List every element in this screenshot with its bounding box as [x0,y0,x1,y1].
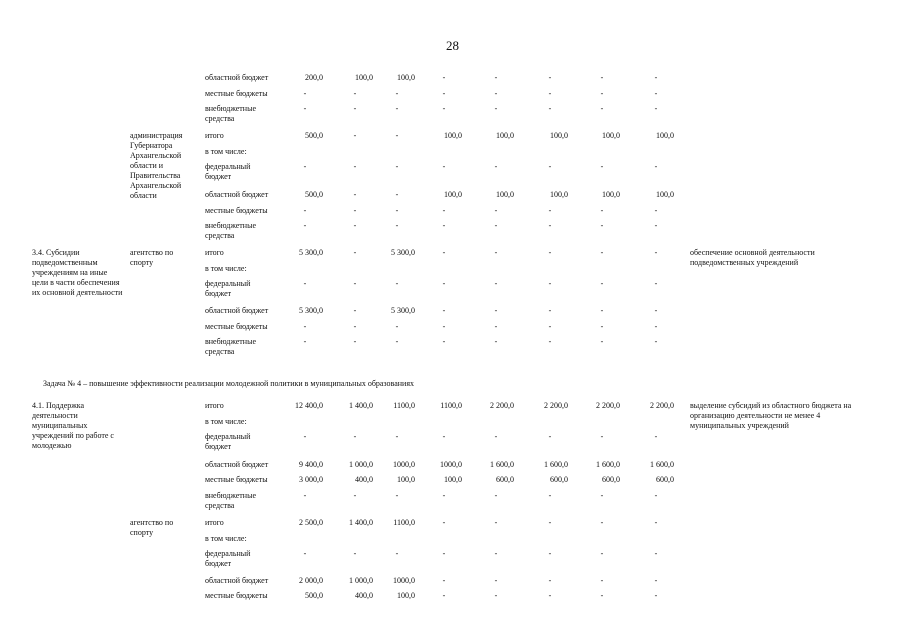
value-cell: - [654,322,658,331]
value-cell: - [395,131,399,140]
value-cell: - [600,221,604,230]
value-cell: - [494,337,498,346]
budget-label: областной бюджет [205,73,269,82]
value-cell: 400,0 [355,591,373,600]
value-cell: - [494,491,498,500]
value-cell: - [442,576,446,585]
value-cell: - [353,104,357,113]
value-cell: - [442,248,446,257]
value-cell: - [494,73,498,82]
value-cell: - [548,576,552,585]
value-cell: - [442,73,446,82]
value-cell: - [395,206,399,215]
value-cell: 600,0 [496,475,514,484]
value-cell: - [395,89,399,98]
value-cell: 5 300,0 [391,306,415,315]
value-cell: - [442,549,446,558]
value-cell: - [654,491,658,500]
value-cell: 1000,0 [440,460,462,469]
value-cell: 3 000,0 [299,475,323,484]
value-cell: - [548,89,552,98]
value-cell: - [353,248,357,257]
value-cell: - [548,221,552,230]
value-cell: 200,0 [305,73,323,82]
value-cell: 1 600,0 [596,460,620,469]
value-cell: 1 000,0 [349,460,373,469]
value-cell: - [353,131,357,140]
executor-sport-1: агентство по спорту [130,248,174,267]
value-cell: 1 400,0 [349,518,373,527]
value-cell: - [303,432,307,441]
value-cell: - [654,206,658,215]
budget-label: итого [205,131,224,140]
value-cell: 1 600,0 [490,460,514,469]
value-cell: 100,0 [602,131,620,140]
budget-label: местные бюджеты [205,206,268,215]
budget-label: местные бюджеты [205,322,268,331]
task-4-heading: Задача № 4 – повышение эффективности реализации молодежной политики в муниципальных образованиях [43,379,415,388]
value-cell: - [654,591,658,600]
value-cell: - [654,221,658,230]
value-cell: - [353,206,357,215]
value-cell: - [548,73,552,82]
value-cell: 1 600,0 [544,460,568,469]
value-cell: - [442,104,446,113]
value-cell: 1000,0 [393,460,415,469]
value-cell: 500,0 [305,190,323,199]
value-cell: 100,0 [496,131,514,140]
value-cell: - [353,162,357,171]
value-cell: 600,0 [550,475,568,484]
value-cell: - [600,432,604,441]
value-cell: 100,0 [602,190,620,199]
value-cell: - [303,337,307,346]
budget-label: итого [205,248,224,257]
value-cell: - [442,306,446,315]
value-cell: - [654,337,658,346]
value-cell: - [548,518,552,527]
value-cell: - [600,549,604,558]
value-cell: 1000,0 [393,576,415,585]
budget-label: федеральный бюджет [205,162,251,181]
value-cell: - [303,162,307,171]
value-cell: - [442,206,446,215]
value-cell: - [600,89,604,98]
budget-label: местные бюджеты [205,475,268,484]
value-cell: - [494,89,498,98]
value-cell: - [600,248,604,257]
value-cell: - [600,306,604,315]
value-cell: - [600,337,604,346]
value-cell: - [548,206,552,215]
value-cell: 100,0 [355,73,373,82]
value-cell: 1 400,0 [349,401,373,410]
value-cell: - [442,279,446,288]
value-cell: - [494,248,498,257]
value-cell: 9 400,0 [299,460,323,469]
value-cell: - [353,491,357,500]
budget-label: в том числе: [205,534,247,543]
value-cell: 100,0 [397,591,415,600]
executor-admin: администрация Губернатора Архангельской области и Правительства Архангельской области [130,131,183,200]
value-cell: - [442,518,446,527]
value-cell: 12 400,0 [295,401,323,410]
value-cell: - [548,322,552,331]
value-cell: - [442,491,446,500]
result-3-4: обеспечение основной деятельности подведомственных учреждений [690,248,815,267]
value-cell: - [395,162,399,171]
value-cell: 100,0 [444,475,462,484]
value-cell: - [494,206,498,215]
value-cell: - [353,549,357,558]
budget-label: областной бюджет [205,576,269,585]
value-cell: 500,0 [305,591,323,600]
budget-label: итого [205,518,224,527]
value-cell: - [494,518,498,527]
budget-label: внебюджетные средства [205,491,256,510]
value-cell: - [548,337,552,346]
value-cell: - [494,576,498,585]
value-cell: - [654,89,658,98]
value-cell: - [442,432,446,441]
value-cell: 2 200,0 [596,401,620,410]
budget-label: итого [205,401,224,410]
value-cell: 1100,0 [393,401,415,410]
value-cell: - [395,190,399,199]
value-cell: 100,0 [397,73,415,82]
value-cell: 1 000,0 [349,576,373,585]
value-cell: - [548,491,552,500]
value-cell: - [494,306,498,315]
value-cell: 100,0 [656,190,674,199]
value-cell: - [600,206,604,215]
measure-4-1: 4.1. Поддержка деятельности муниципальных учреждений по работе с молодежью [32,401,114,450]
value-cell: 2 200,0 [544,401,568,410]
budget-label: федеральный бюджет [205,549,251,568]
measure-3-4: 3.4. Субсидии подведомственным учреждениям на иные цели в части обеспечения их основной деятельности [32,248,123,297]
value-cell: - [654,549,658,558]
value-cell: 100,0 [550,190,568,199]
value-cell: - [494,432,498,441]
value-cell: 5 300,0 [391,248,415,257]
value-cell: 100,0 [656,131,674,140]
value-cell: 2 200,0 [650,401,674,410]
value-cell: - [353,337,357,346]
value-cell: - [494,322,498,331]
value-cell: - [303,279,307,288]
value-cell: - [654,518,658,527]
value-cell: - [600,279,604,288]
value-cell: 1100,0 [440,401,462,410]
value-cell: - [395,104,399,113]
value-cell: - [600,591,604,600]
value-cell: - [442,162,446,171]
value-cell: 100,0 [496,190,514,199]
value-cell: 600,0 [656,475,674,484]
value-cell: - [303,206,307,215]
value-cell: - [395,549,399,558]
value-cell: - [654,162,658,171]
result-4-1: выделение субсидий из областного бюджета на организацию деятельности не менее 4 муниципальных учреждений [690,401,852,430]
budget-label: местные бюджеты [205,89,268,98]
value-cell: - [395,322,399,331]
value-cell: - [494,162,498,171]
value-cell: - [654,432,658,441]
value-cell: - [303,104,307,113]
value-cell: - [353,89,357,98]
value-cell: - [303,89,307,98]
value-cell: - [494,104,498,113]
value-cell: - [395,221,399,230]
value-cell: 600,0 [602,475,620,484]
value-cell: - [353,279,357,288]
value-cell: - [548,162,552,171]
value-cell: - [442,89,446,98]
value-cell: - [442,322,446,331]
value-cell: - [654,104,658,113]
value-cell: 2 000,0 [299,576,323,585]
budget-label: внебюджетные средства [205,104,256,123]
budget-label: областной бюджет [205,306,269,315]
value-cell: - [548,432,552,441]
value-cell: - [548,591,552,600]
budget-label: внебюджетные средства [205,337,256,356]
value-cell: - [442,337,446,346]
value-cell: - [303,221,307,230]
page-number: 28 [446,38,459,53]
value-cell: 5 300,0 [299,248,323,257]
value-cell: 100,0 [550,131,568,140]
value-cell: - [600,491,604,500]
value-cell: - [442,221,446,230]
budget-label: внебюджетные средства [205,221,256,240]
value-cell: - [600,322,604,331]
value-cell: - [303,549,307,558]
value-cell: - [548,248,552,257]
value-cell: - [353,190,357,199]
value-cell: - [654,73,658,82]
value-cell: - [600,576,604,585]
value-cell: - [654,248,658,257]
value-cell: - [600,104,604,113]
value-cell: 500,0 [305,131,323,140]
value-cell: - [548,104,552,113]
executor-sport-2: агентство по спорту [130,518,174,537]
value-cell: - [353,221,357,230]
value-cell: - [548,279,552,288]
value-cell: - [353,432,357,441]
value-cell: - [303,491,307,500]
value-cell: - [395,337,399,346]
value-cell: - [353,306,357,315]
value-cell: - [353,322,357,331]
value-cell: - [600,73,604,82]
value-cell: - [654,306,658,315]
budget-label: в том числе: [205,417,247,426]
value-cell: - [395,279,399,288]
budget-label: в том числе: [205,264,247,273]
value-cell: - [494,279,498,288]
value-cell: 100,0 [444,190,462,199]
budget-label: областной бюджет [205,460,269,469]
value-cell: 400,0 [355,475,373,484]
value-cell: - [303,322,307,331]
value-cell: 2 500,0 [299,518,323,527]
value-cell: - [548,306,552,315]
value-cell: - [494,591,498,600]
value-cell: - [494,549,498,558]
value-cell: - [654,279,658,288]
value-cell: 5 300,0 [299,306,323,315]
budget-label: федеральный бюджет [205,279,251,298]
value-cell: - [395,432,399,441]
budget-label: местные бюджеты [205,591,268,600]
value-cell: - [600,162,604,171]
value-cell: 1 600,0 [650,460,674,469]
value-cell: - [395,491,399,500]
value-cell: - [494,221,498,230]
budget-label: в том числе: [205,147,247,156]
value-cell: - [654,576,658,585]
value-cell: - [600,518,604,527]
value-cell: 100,0 [444,131,462,140]
value-cell: 100,0 [397,475,415,484]
value-cell: 2 200,0 [490,401,514,410]
value-cell: - [442,591,446,600]
budget-label: областной бюджет [205,190,269,199]
value-cell: - [548,549,552,558]
value-cell: 1100,0 [393,518,415,527]
budget-label: федеральный бюджет [205,432,251,451]
